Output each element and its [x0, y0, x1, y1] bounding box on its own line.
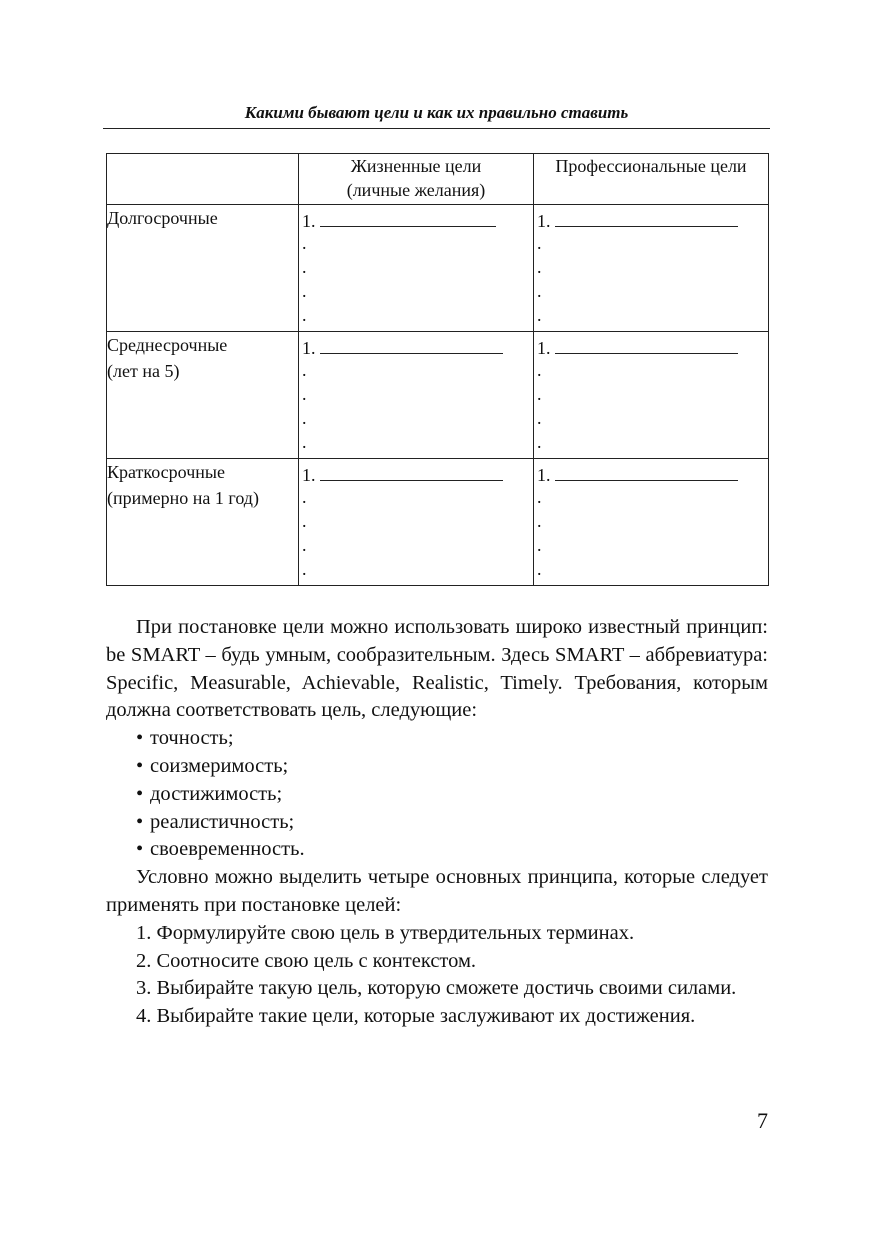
list-item: • своевременность.	[106, 836, 768, 864]
table-row-mid-term	[107, 332, 769, 459]
dot: .	[302, 432, 307, 452]
dot: .	[302, 233, 307, 253]
fill-cell-mid-term-professional[interactable]	[534, 332, 769, 459]
blank-line	[320, 210, 496, 227]
row-label-long-term	[107, 205, 299, 332]
page-number: 7	[757, 1108, 768, 1133]
dot: .	[302, 408, 307, 428]
dot: .	[302, 535, 307, 555]
dot: .	[537, 559, 542, 579]
bullet-icon: •	[136, 754, 144, 777]
row-label-text: Долгосрочные	[107, 208, 218, 228]
dot: .	[302, 257, 307, 277]
list-item: 3. Выбирайте такую цель, которую сможете достичь своими силами.	[136, 977, 737, 1000]
row-label-text: Среднесрочные	[107, 335, 228, 355]
dot: .	[302, 511, 307, 531]
item-number: 1.	[302, 465, 316, 485]
blank-line	[320, 464, 503, 481]
row-label-note: (примерно на 1 год)	[107, 488, 259, 508]
running-head: Какими бывают цели и как их правильно ставить	[244, 103, 629, 122]
dot: .	[537, 360, 542, 380]
blank-line	[555, 210, 738, 227]
principles-list	[106, 920, 768, 1031]
list-item: • соизмеримость;	[106, 753, 768, 781]
body-text	[106, 614, 768, 1031]
row-label-note: (лет на 5)	[107, 361, 180, 381]
smart-criteria-list	[106, 725, 768, 864]
fill-cell-short-term-life[interactable]	[299, 459, 534, 586]
dot: .	[302, 487, 307, 507]
dot: .	[537, 432, 542, 452]
dot: .	[537, 408, 542, 428]
dot: .	[537, 384, 542, 404]
dot: .	[302, 384, 307, 404]
bullet-icon: •	[136, 727, 144, 750]
list-item: • точность;	[106, 725, 768, 753]
dot: .	[537, 233, 542, 253]
fill-cell-mid-term-life[interactable]	[299, 332, 534, 459]
bullet-icon: •	[136, 810, 144, 833]
fill-cell-long-term-professional[interactable]	[534, 205, 769, 332]
dot: .	[302, 360, 307, 380]
item-number: 1.	[302, 338, 316, 358]
list-item: 1. Формулируйте свою цель в утвердительных терминах.	[136, 921, 635, 944]
paragraph-principles: Условно можно выделить четыре основных принципа, которые следует применять при постановке целей:	[106, 866, 768, 916]
dot: .	[537, 487, 542, 507]
bullet-icon: •	[136, 838, 144, 861]
row-label-mid-term	[107, 332, 299, 459]
header-cell-professional-goals: Профессиональные цели	[534, 154, 769, 205]
header-cell-life-goals	[299, 154, 534, 205]
dot: .	[537, 281, 542, 301]
fill-cell-short-term-professional[interactable]	[534, 459, 769, 586]
dot: .	[302, 305, 307, 325]
list-item: 4. Выбирайте такие цели, которые заслуживают их достижения.	[136, 1005, 696, 1028]
dot: .	[537, 535, 542, 555]
list-item: 2. Соотносите свою цель с контекстом.	[136, 949, 477, 972]
item-number: 1.	[537, 211, 551, 231]
item-number: 1.	[537, 465, 551, 485]
list-item: • реалистичность;	[106, 809, 768, 837]
table-row-short-term	[107, 459, 769, 586]
dot: .	[537, 511, 542, 531]
table-row-long-term	[107, 205, 769, 332]
header-cell-empty	[107, 154, 299, 205]
dot: .	[302, 559, 307, 579]
bullet-icon: •	[136, 782, 144, 805]
row-label-short-term	[107, 459, 299, 586]
goals-table	[106, 153, 769, 586]
header-rule	[103, 128, 770, 129]
dot: .	[537, 257, 542, 277]
item-number: 1.	[537, 338, 551, 358]
dot: .	[302, 281, 307, 301]
row-label-text: Краткосрочные	[107, 462, 225, 482]
list-item: • достижимость;	[106, 781, 768, 809]
blank-line	[555, 337, 738, 354]
header-life-goals-line2: (личные желания)	[346, 180, 486, 200]
item-number: 1.	[302, 211, 316, 231]
paragraph-smart: При постановке цели можно использовать широко известный принцип: be SMART – будь умным, сообразительным. Здесь SMART – аббревиатура: Specific, Measurable, Achievable, Realistic, Timely. Требования, которым должна соответствовать цель, следующие:	[106, 616, 768, 722]
table-header-row	[107, 154, 769, 205]
blank-line	[320, 337, 503, 354]
fill-cell-long-term-life[interactable]	[299, 205, 534, 332]
blank-line	[555, 464, 738, 481]
dot: .	[537, 305, 542, 325]
header-life-goals-line1: Жизненные цели	[350, 156, 482, 176]
